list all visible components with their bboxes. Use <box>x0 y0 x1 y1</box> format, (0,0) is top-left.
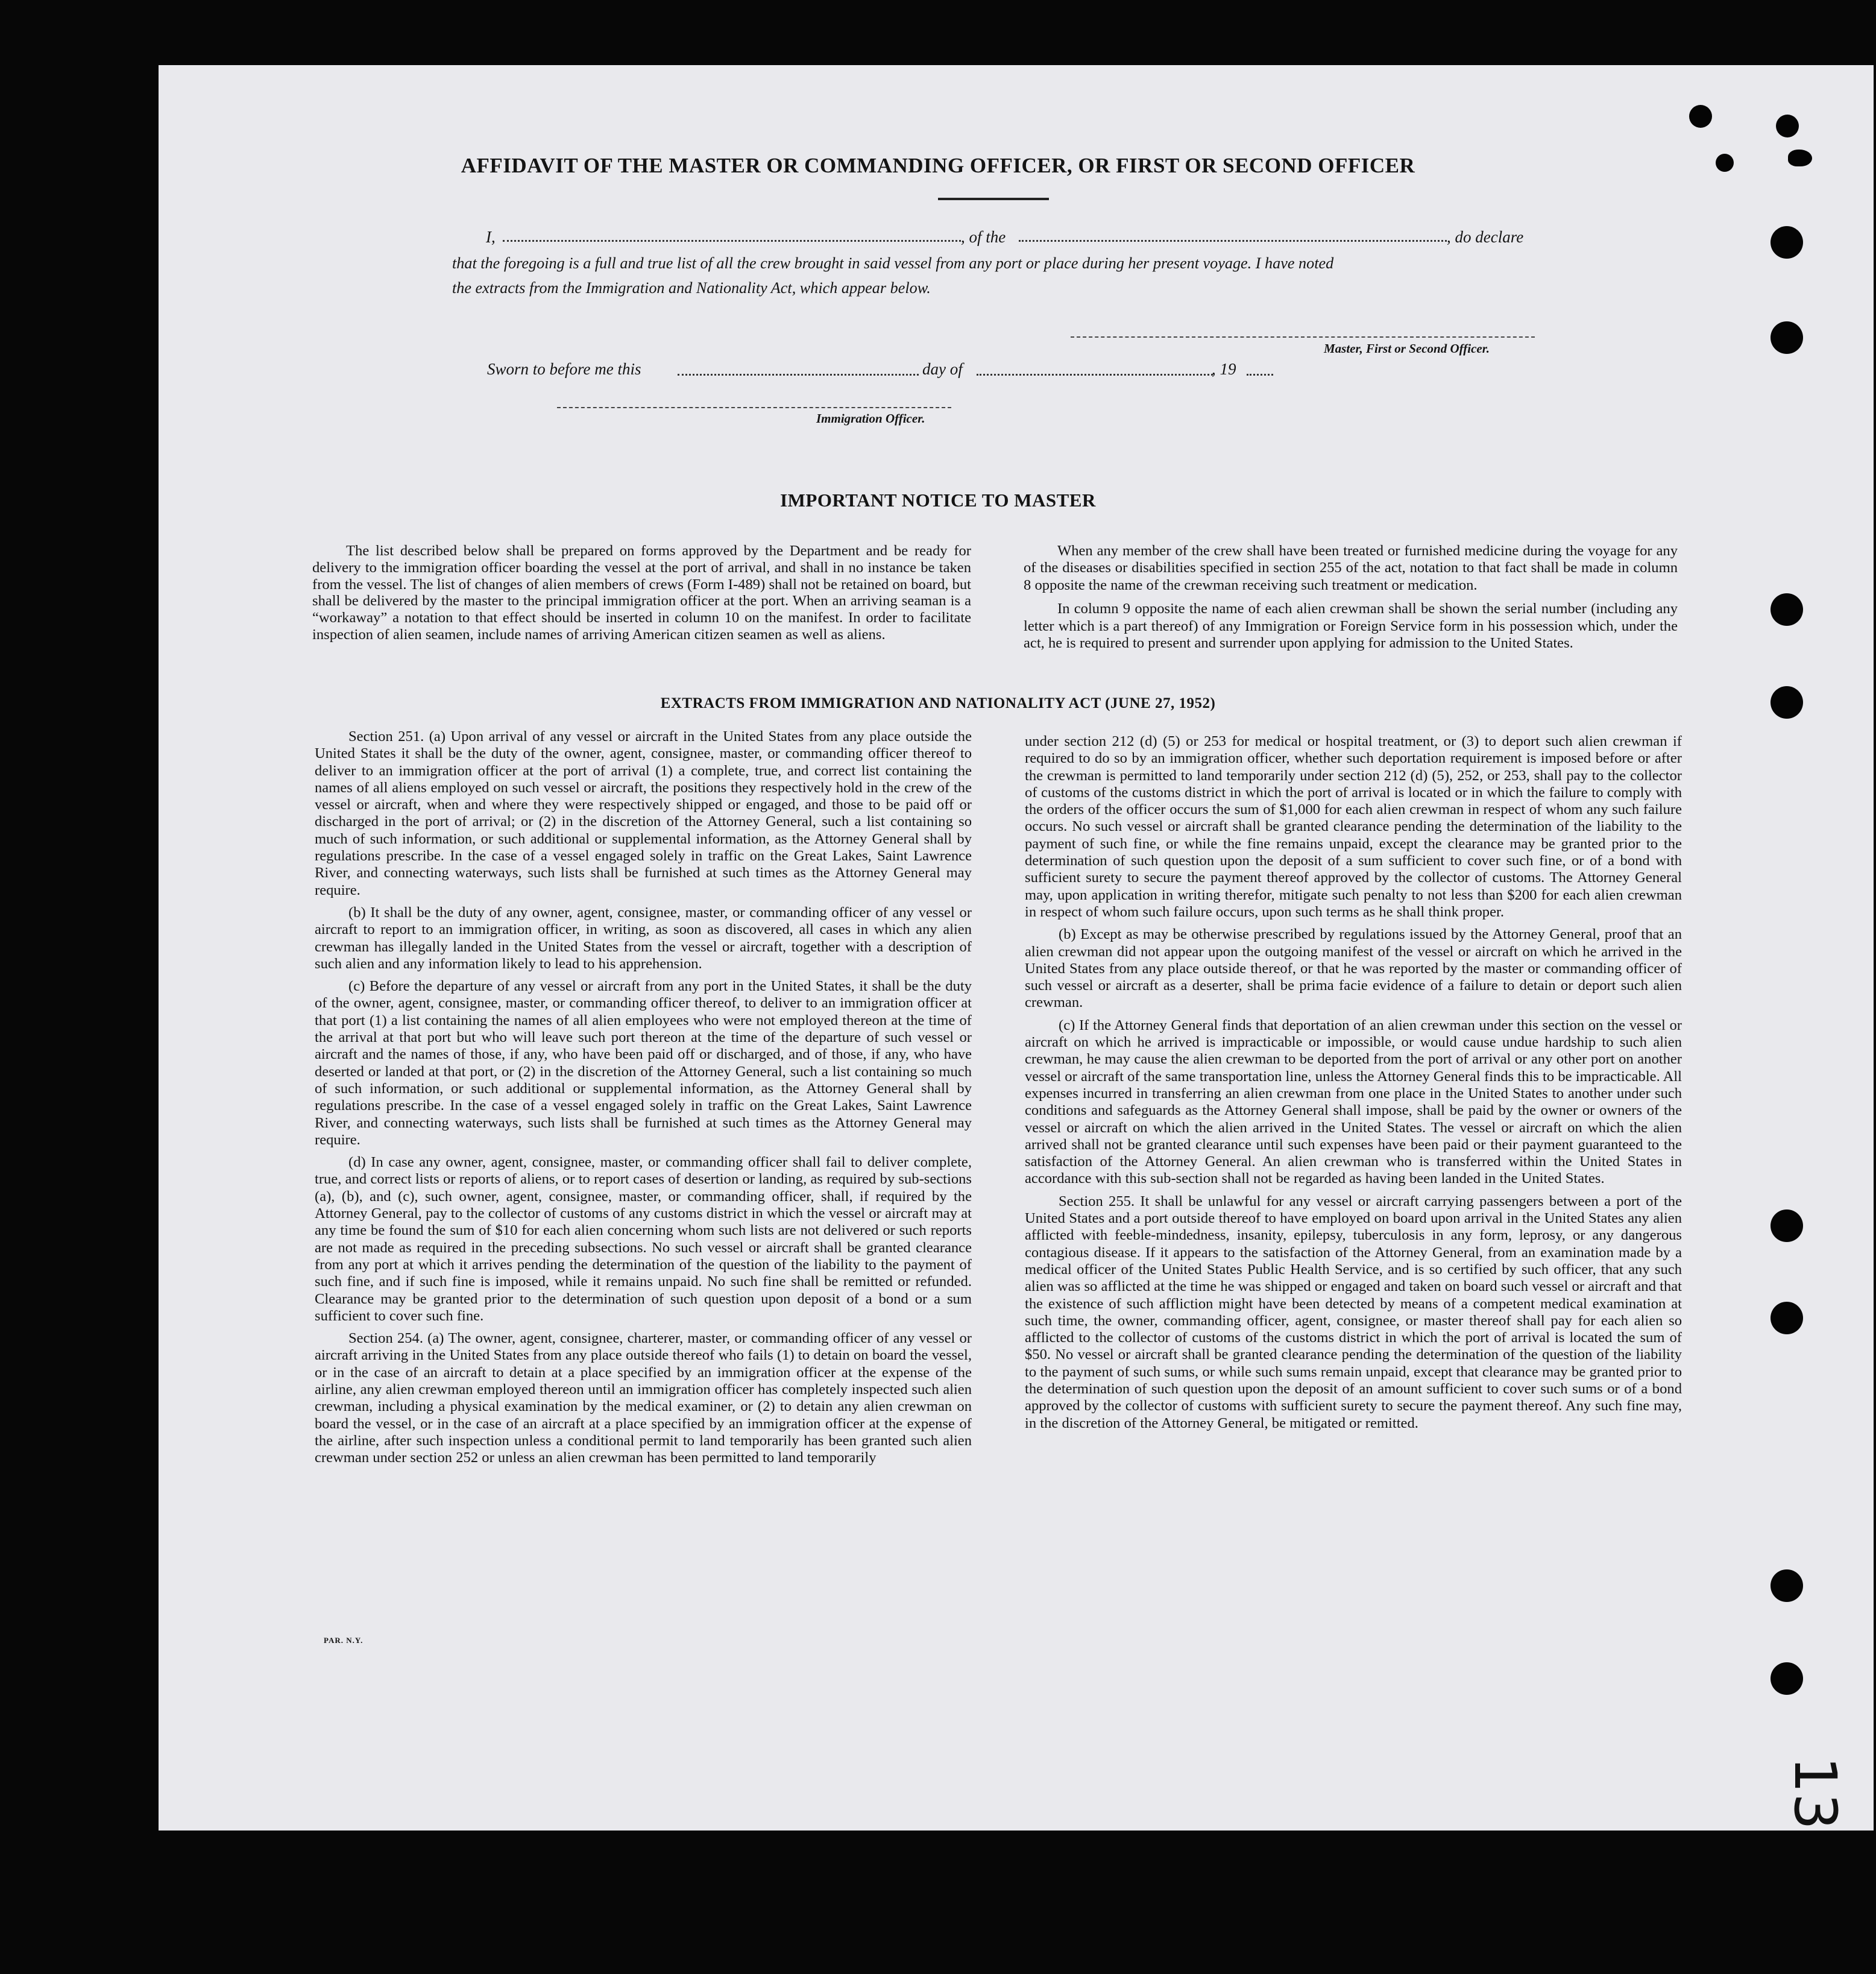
section-251-d: (d) In case any owner, agent, consignee, master, or commanding officer shall fail to deliver complete, true, and correct lists or reports of aliens, or to report cases of desertion or landing, as required by sub-sections (a), (b), and (c), such owner, agent, consignee, master, or commanding officer, shall, if required by the Attorney General, pay to the collector of customs of any customs district in which the vessel or aircraft may at any time be found the sum of $10 for each alien concerning whom such lists are not delivered or such reports are not made as required in the preceding subsections. No such vessel or aircraft shall be granted clearance from any port at which it arrives pending the determination of the question of the liability to the payment of such fine, and if such fine is imposed, while it remains unpaid. No such fine shall be remitted or refunded. Clearance may be granted prior to the determination of such question upon deposit of a bond or a sum sufficient to cover such fine. <box>315 1154 972 1324</box>
notice-right-column <box>1024 543 1678 658</box>
extracts-left-column <box>315 728 972 1466</box>
master-signature-line[interactable] <box>1071 336 1535 338</box>
statement-line-2: the extracts from the Immigration and Nationality Act, which appear below. <box>452 279 931 297</box>
vessel-field[interactable] <box>1019 240 1447 242</box>
extracts-right-column <box>1025 733 1682 1432</box>
punch-hole <box>1776 115 1799 137</box>
punch-hole <box>1771 1569 1803 1602</box>
section-254-a: Section 254. (a) The owner, agent, consignee, charterer, master, or commanding officer of any vessel or aircraft arriving in the United States from any place outside thereof who fails (1) to detain on board the vessel, or in the case of an aircraft to detain at a place specified by an immigration officer at the expense of the airline, any alien crewman employed thereon until an immigration officer has completely inspected such alien crewman, including a physical examination by the medical examiner, or (2) to detain any alien crewman on board the vessel, or in the case of an aircraft at a place specified by an immigration officer at the expense of the airline, after such inspection unless a conditional permit to land temporarily has been granted such alien crewman under section 252 or unless an alien crewman has been permitted to land temporarily <box>315 1330 972 1466</box>
sworn-label: Sworn to before me this <box>487 360 641 378</box>
notice-right-paragraph-1: When any member of the crew shall have been treated or furnished medicine during the voyage for any of the diseases or disabilities specified in section 255 of the act, notation to that fact shall be made in column 8 opposite the name of the crewman receiving such treatment or medication. <box>1024 543 1678 593</box>
section-254-c: (c) If the Attorney General finds that deportation of an alien crewman under this section on the vessel or aircraft on which he arrived is impracticable or impossible, or would cause undue hardship to such alien crewman, he may cause the alien crewman to be deported from the port of arrival or any other port on another vessel or aircraft of the same transportation line, unless the Attorney General finds this to be impracticable. All expenses incurred in transferring an alien crewman from one place in the United States to another under such conditions and safeguards as the Attorney General shall impose, shall be paid by the owner or owners of the vessel or aircraft on which the alien arrived in the United States. The vessel or aircraft on which the alien arrived shall not be granted clearance until such expenses have been paid or their payment guaranteed to the satisfaction of the Attorney General. An alien crewman who is transferred within the United States in accordance with this sub-section shall not be regarded as having been landed in the United States. <box>1025 1017 1682 1187</box>
officer-signature-line[interactable] <box>557 407 951 408</box>
year-label: , 19 <box>1212 360 1236 378</box>
notice-right-paragraph-2: In column 9 opposite the name of each alien crewman shall be shown the serial number (including any letter which is a part thereof) of any Immigration or Foreign Service form in his possession which, under the act, he is required to present and surrender upon applying for admission to the United States. <box>1024 601 1678 652</box>
section-251-b: (b) It shall be the duty of any owner, agent, consignee, master, or commanding officer of any vessel or aircraft to report to an immigration officer, in writing, as soon as discovered, all cases in which any alien crewman has illegally landed in the United States from the vessel or aircraft, together with a description of such alien and any information likely to lead to his apprehension. <box>315 904 972 972</box>
of-the-label: , of the <box>961 228 1006 246</box>
title-divider <box>938 198 1049 200</box>
punch-hole <box>1771 1209 1803 1242</box>
section-254-a-continued: under section 212 (d) (5) or 253 for medical or hospital treatment, or (3) to deport such alien crewman if required to do so by an immigration officer, whether such deportation requirement is imposed before or after the crewman is permitted to land temporarily under section 212 (d) (5), 252, or 253, shall pay to the collector of customs of the customs district in which the port of arrival is located or in which the failure to comply with the orders of the officer occurs the sum of $1,000 for each alien crewman in respect of whom any such failure occurs. No such vessel or aircraft shall be granted clearance pending the determination of the liability to the payment of such fine, or while the fine remains unpaid, except the clearance may be granted prior to the determination of such question upon the deposit of a sum sufficient to cover such fine, or of a bond with sufficient surety to secure the payment thereof approved by the collector of customs. The Attorney General may, upon application in writing therefor, mitigate such penalty to not less than $200 for each alien crewman in respect of whom such failure occurs, upon such terms as he shall think proper. <box>1025 733 1682 920</box>
punch-hole <box>1771 226 1803 259</box>
section-251-c: (c) Before the departure of any vessel or aircraft from any port in the United States, it shall be the duty of the owner, agent, consignee, master, or commanding officer thereof, to deliver to an immigration officer at that port (1) a list containing the names of all alien employees who were not employed thereon at the time of the arrival at that port but who will leave such port thereon at the time of the departure of such vessel or aircraft and the names of those, if any, who have been paid off or discharged, and of those, if any, who have deserted or landed at that port, or (2) in the discretion of the Attorney General, such a list containing so much of such information, or such additional or supplemental information, as the Attorney General shall by regulations prescribe. In the case of a vessel engaged solely in traffic on the Great Lakes, Saint Lawrence River, and connecting waterways, such lists shall be furnished at such times as the Attorney General may require. <box>315 978 972 1148</box>
declare-label: , do declare <box>1447 228 1524 246</box>
punch-hole <box>1771 1302 1803 1334</box>
form-printer-code: PAR. N.Y. <box>324 1636 364 1645</box>
punch-hole <box>1771 321 1803 354</box>
year-field[interactable] <box>1247 374 1273 376</box>
section-254-b: (b) Except as may be otherwise prescribed by regulations issued by the Attorney General, proof that an alien crewman did not appear upon the outgoing manifest of the vessel or aircraft on which he arrived in the United States from any place outside thereof, or that he was reported by the master or commanding officer of such vessel or aircraft as a deserter, shall be prima facie evidence of a failure to detain or deport such alien crewman. <box>1025 926 1682 1011</box>
punch-hole <box>1771 593 1803 626</box>
officer-caption: Immigration Officer. <box>816 411 925 426</box>
section-251-a: Section 251. (a) Upon arrival of any vessel or aircraft in the United States from any place outside the United States it shall be the duty of the owner, agent, consignee, master, or commanding officer thereof to deliver to an immigration officer at the port of arrival (1) a complete, true, and correct list containing the names of all aliens employed on such vessel or aircraft, the positions they respectively hold in the crew of the vessel or aircraft, when and where they were respectively shipped or engaged, and those to be paid off or discharged in the port of arrival; or (2) in the discretion of the Attorney General, such a list containing so much of such information, or such additional or supplemental information, as the Attorney General shall by regulations prescribe. In the case of a vessel engaged solely in traffic on the Great Lakes, Saint Lawrence River, and connecting waterways, such lists shall be furnished at such times as the Attorney General may require. <box>315 728 972 898</box>
day-of-label: day of <box>922 360 963 378</box>
master-caption: Master, First or Second Officer. <box>1324 341 1490 356</box>
day-field[interactable] <box>678 374 919 376</box>
section-255: Section 255. It shall be unlawful for any vessel or aircraft carrying passengers between a port of the United States and a port outside thereof to have employed on board upon arrival in the United States any alien afflicted with feeble-mindedness, insanity, epilepsy, tuberculosis in any form, leprosy, or any dangerous contagious disease. If it appears to the satisfaction of the Attorney General, from an examination made by a medical officer of the United States Public Health Service, and is so certified by such officer, that any such alien was so afflicted at the time he was shipped or engaged and taken on board such vessel or aircraft and that the existence of such affliction might have been detected by means of a competent medical examination at such time, the owner, commanding officer, agent, consignee, or master thereof shall pay for each alien so afflicted to the collector of customs of the customs district in which the port of arrival is located the sum of $50. No vessel or aircraft shall be granted clearance pending the determination of the question of the liability to the payment of such sums, or while such sums remain unpaid, except that clearance may be granted prior to the determination of such question upon the deposit of an amount sufficient to cover such sums or of a bond approved by the collector of customs with sufficient surety to secure the payment thereof. Any such fine may, in the discretion of the Attorney General, be mitigated or remitted. <box>1025 1193 1682 1431</box>
affidavit-title: AFFIDAVIT OF THE MASTER OR COMMANDING OFFICER, OR FIRST OR SECOND OFFICER <box>461 154 1415 177</box>
handwritten-page-number: 13 <box>1781 1756 1849 1831</box>
i-label: I, <box>486 228 496 246</box>
punch-hole <box>1689 105 1712 128</box>
notice-title: IMPORTANT NOTICE TO MASTER <box>780 490 1096 511</box>
name-field[interactable] <box>503 240 961 242</box>
notice-left-paragraph: The list described below shall be prepared on forms approved by the Department and be ready for delivery to the immigration officer boarding the vessel at the port of arrival, and shall in no instance be taken from the vessel. The list of changes of alien members of crews (Form I-489) shall not be retained on board, but shall be delivered by the master to the principal immigration officer at the port. When an arriving seaman is a “workaway” a notation to that effect should be inserted in column 10 on the manifest. In order to facilitate inspection of alien seamen, include names of arriving American citizen seamen as well as aliens. <box>312 543 971 643</box>
month-field[interactable] <box>977 374 1213 376</box>
statement-line-1: that the foregoing is a full and true list of all the crew brought in said vessel from any port or place during her present voyage. I have noted <box>452 254 1334 272</box>
punch-hole <box>1771 1662 1803 1695</box>
extracts-title: EXTRACTS FROM IMMIGRATION AND NATIONALITY ACT (JUNE 27, 1952) <box>660 695 1216 711</box>
